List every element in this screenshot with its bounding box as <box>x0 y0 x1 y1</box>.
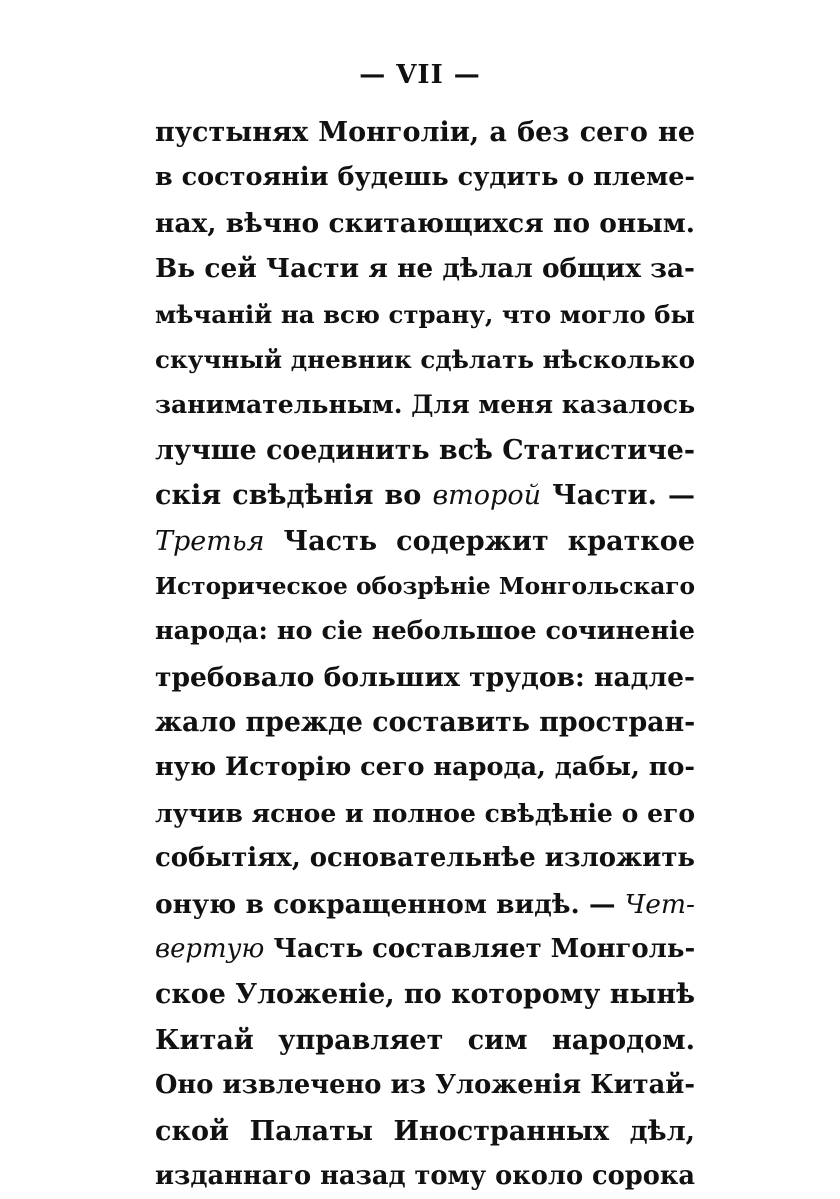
italic-text: вертую <box>155 934 265 965</box>
text-line: Историческое обозрѣніе Монгольскаго <box>155 572 696 600</box>
text-line: Китай управляет сим народом. <box>155 1024 695 1056</box>
text-line: нах, вѣчно скитающихся по оным. <box>155 207 695 239</box>
text-line: в состояніи будешь судить о племе- <box>155 162 695 193</box>
text-line: Вь сей Части я не дѣлал общих за- <box>155 253 695 285</box>
text-line: занимательным. Для меня казалось <box>155 389 696 420</box>
text-line: ское Уложеніе, по которому нынѣ <box>155 979 695 1011</box>
italic-text: Третья <box>155 525 265 557</box>
text-line <box>155 473 695 518</box>
text-segment: оную в сокращенном видѣ. — <box>155 888 625 920</box>
text-segment: скія свѣдѣнія во <box>155 480 433 512</box>
text-line: ную Исторію сего народа, дабы, по- <box>155 752 695 783</box>
text-line <box>155 882 695 927</box>
italic-text: Чет- <box>624 888 695 920</box>
text-line: мѣчаній на всю страну, что могло бы <box>155 299 695 329</box>
text-line: изданнаго назад тому около сорока <box>155 1160 695 1191</box>
text-line: скучный дневник сдѣлать нѣсколько <box>155 344 695 374</box>
text-line: лучше соединить всѣ Статистиче- <box>155 434 695 466</box>
page-number-header: — VII — <box>359 60 481 90</box>
text-line: Оно извлечено из Уложенія Китай- <box>155 1070 695 1101</box>
text-line: ской Палаты Иностранных дѣл, <box>155 1115 695 1147</box>
text-segment: Часть составляет Монголь- <box>264 934 696 965</box>
body-paragraph <box>155 110 695 1199</box>
text-line: пустынях Монголіи, а без сего не <box>155 117 695 148</box>
text-line: событіях, основательнѣе изложить <box>155 843 695 874</box>
text-line <box>155 927 695 972</box>
text-line: лучив ясное и полное свѣдѣніе о его <box>155 798 695 828</box>
text-segment: Часть содержит краткое <box>264 525 695 557</box>
italic-text: второй <box>432 480 541 512</box>
text-line: требовало больших трудов: надле- <box>155 661 695 693</box>
text-line: народа: но сіе небольшое сочиненіе <box>155 616 695 647</box>
text-line <box>155 519 695 564</box>
text-line: жало прежде составить простран- <box>155 707 696 739</box>
text-segment: Части. — <box>540 480 696 512</box>
